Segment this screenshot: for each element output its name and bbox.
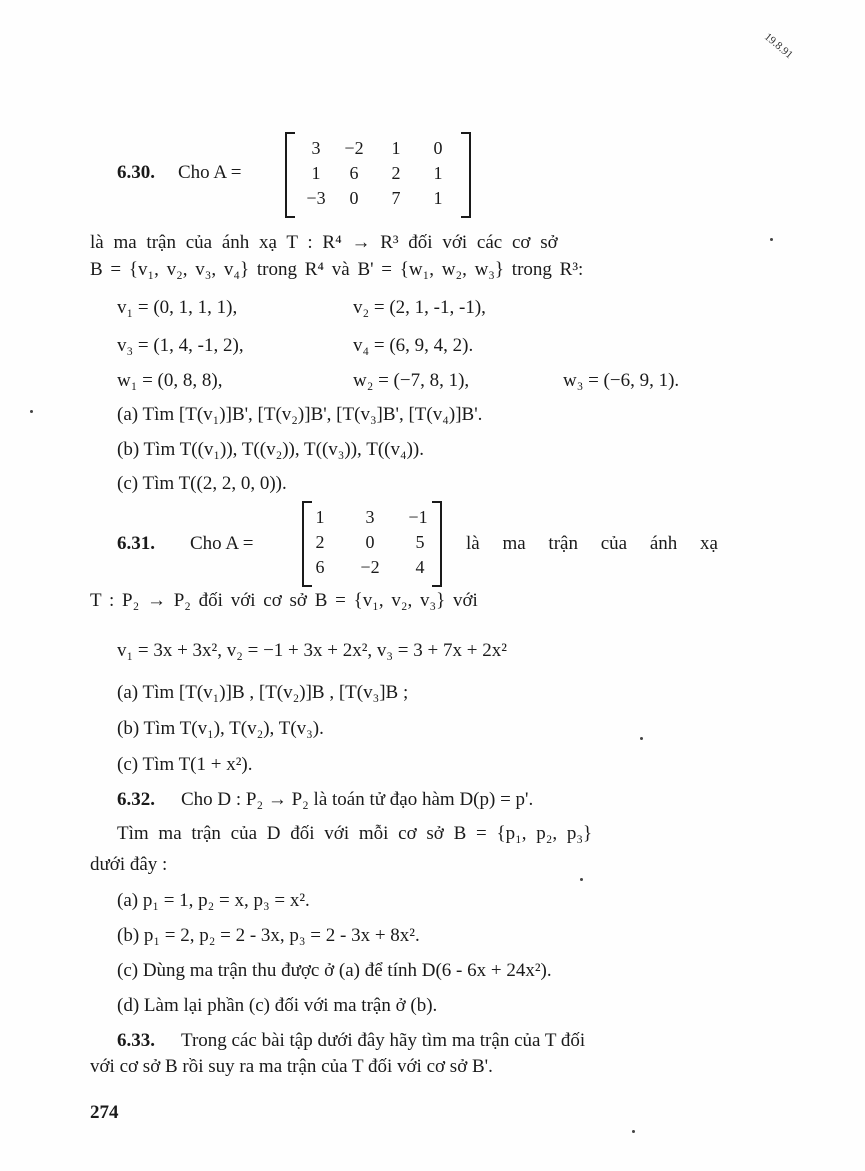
matrix-cell: 2 bbox=[391, 163, 401, 183]
matrix-cell: 1 bbox=[433, 163, 443, 183]
text-line: là ma trận của ánh xạ bbox=[466, 533, 718, 554]
exercise-number: 6.30. bbox=[117, 162, 155, 183]
part-a: (a) Tìm [T(v₁)]B , [T(v₂)]B , [T(v₃]B ; bbox=[117, 682, 409, 703]
part-b: (b) p₁ = 2, p₂ = 2 - 3x, p₃ = 2 - 3x + 8x². bbox=[117, 925, 420, 946]
part-a: (a) p₁ = 1, p₂ = x, p₃ = x². bbox=[117, 890, 310, 911]
scan-speck bbox=[30, 410, 33, 413]
scan-speck bbox=[770, 238, 773, 241]
vector-v1: v₁ = (0, 1, 1, 1), bbox=[117, 297, 238, 318]
basis-vectors: v₁ = 3x + 3x², v₂ = −1 + 3x + 2x², v₃ = 3 + 7x + 2x² bbox=[117, 640, 507, 661]
text-line: Tìm ma trận của D đối với mỗi cơ sở B = {p₁, p₂, p₃} bbox=[117, 823, 593, 844]
exercise-number: 6.33. bbox=[117, 1030, 155, 1051]
vector-v2: v₂ = (2, 1, -1, -1), bbox=[353, 297, 486, 318]
exercise-number: 6.31. bbox=[117, 533, 155, 554]
handwritten-stamp: 19.8.91 bbox=[762, 30, 795, 62]
exercise-number: 6.32. bbox=[117, 789, 155, 810]
matrix-cell: 0 bbox=[349, 188, 359, 208]
text-line: là ma trận của ánh xạ T : R⁴ → R³ đối với các cơ sở bbox=[90, 232, 558, 253]
vector-w2: w₂ = (−7, 8, 1), bbox=[353, 370, 470, 391]
part-c: (c) Dùng ma trận thu được ở (a) để tính D(6 - 6x + 24x²). bbox=[117, 960, 552, 981]
matrix-right-bracket bbox=[461, 132, 471, 218]
text-line: B = {v₁, v₂, v₃, v₄} trong R⁴ và B' = {w₁, w₂, w₃} trong R³: bbox=[90, 259, 584, 280]
matrix-cell: 0 bbox=[433, 138, 443, 158]
matrix-cell: −2 bbox=[360, 557, 380, 577]
part-c: (c) Tìm T(1 + x²). bbox=[117, 754, 253, 775]
matrix-intro: Cho A = bbox=[190, 533, 254, 554]
matrix-cell: 1 bbox=[433, 188, 443, 208]
part-c: (c) Tìm T((2, 2, 0, 0)). bbox=[117, 473, 287, 494]
matrix-cell: 4 bbox=[415, 557, 425, 577]
scan-speck bbox=[580, 878, 583, 881]
part-a: (a) Tìm [T(v₁)]B', [T(v₂)]B', [T(v₃]B', [T(v₄)]B'. bbox=[117, 404, 483, 425]
matrix-cell: 1 bbox=[315, 507, 325, 527]
vector-v3: v₃ = (1, 4, -1, 2), bbox=[117, 335, 244, 356]
text-line: T : P₂ → P₂ đối với cơ sở B = {v₁, v₂, v₃} với bbox=[90, 590, 478, 611]
matrix-intro: Cho A = bbox=[178, 162, 242, 183]
matrix-cell: 7 bbox=[391, 188, 401, 208]
scan-speck bbox=[632, 1130, 635, 1133]
text-line: dưới đây : bbox=[90, 854, 168, 875]
vector-w1: w₁ = (0, 8, 8), bbox=[117, 370, 223, 391]
part-d: (d) Làm lại phần (c) đối với ma trận ở (b). bbox=[117, 995, 438, 1016]
vector-v4: v₄ = (6, 9, 4, 2). bbox=[353, 335, 474, 356]
matrix-cell: 3 bbox=[365, 507, 375, 527]
vector-w3: w₃ = (−6, 9, 1). bbox=[563, 370, 680, 391]
part-b: (b) Tìm T((v₁)), T((v₂)), T((v₃)), T((v₄)). bbox=[117, 439, 425, 460]
part-b: (b) Tìm T(v₁), T(v₂), T(v₃). bbox=[117, 718, 324, 739]
matrix-cell: 0 bbox=[365, 532, 375, 552]
text-line: Trong các bài tập dưới đây hãy tìm ma trận của T đối bbox=[181, 1030, 586, 1051]
matrix-cell: 6 bbox=[349, 163, 359, 183]
matrix-left-bracket bbox=[285, 132, 295, 218]
matrix-cell: −2 bbox=[344, 138, 364, 158]
matrix-cell: 1 bbox=[311, 163, 321, 183]
scan-speck bbox=[640, 737, 643, 740]
matrix-cell: −3 bbox=[306, 188, 326, 208]
matrix-cell: 6 bbox=[315, 557, 325, 577]
matrix-cell: −1 bbox=[408, 507, 428, 527]
text-line: với cơ sở B rồi suy ra ma trận của T đối với cơ sở B'. bbox=[90, 1056, 493, 1077]
matrix-cell: 5 bbox=[415, 532, 425, 552]
matrix-cell: 1 bbox=[391, 138, 401, 158]
page-number: 274 bbox=[90, 1102, 119, 1123]
matrix-cell: 2 bbox=[315, 532, 325, 552]
text-line: Cho D : P₂ → P₂ là toán tử đạo hàm D(p) = p'. bbox=[181, 789, 534, 810]
matrix-cell: 3 bbox=[311, 138, 321, 158]
